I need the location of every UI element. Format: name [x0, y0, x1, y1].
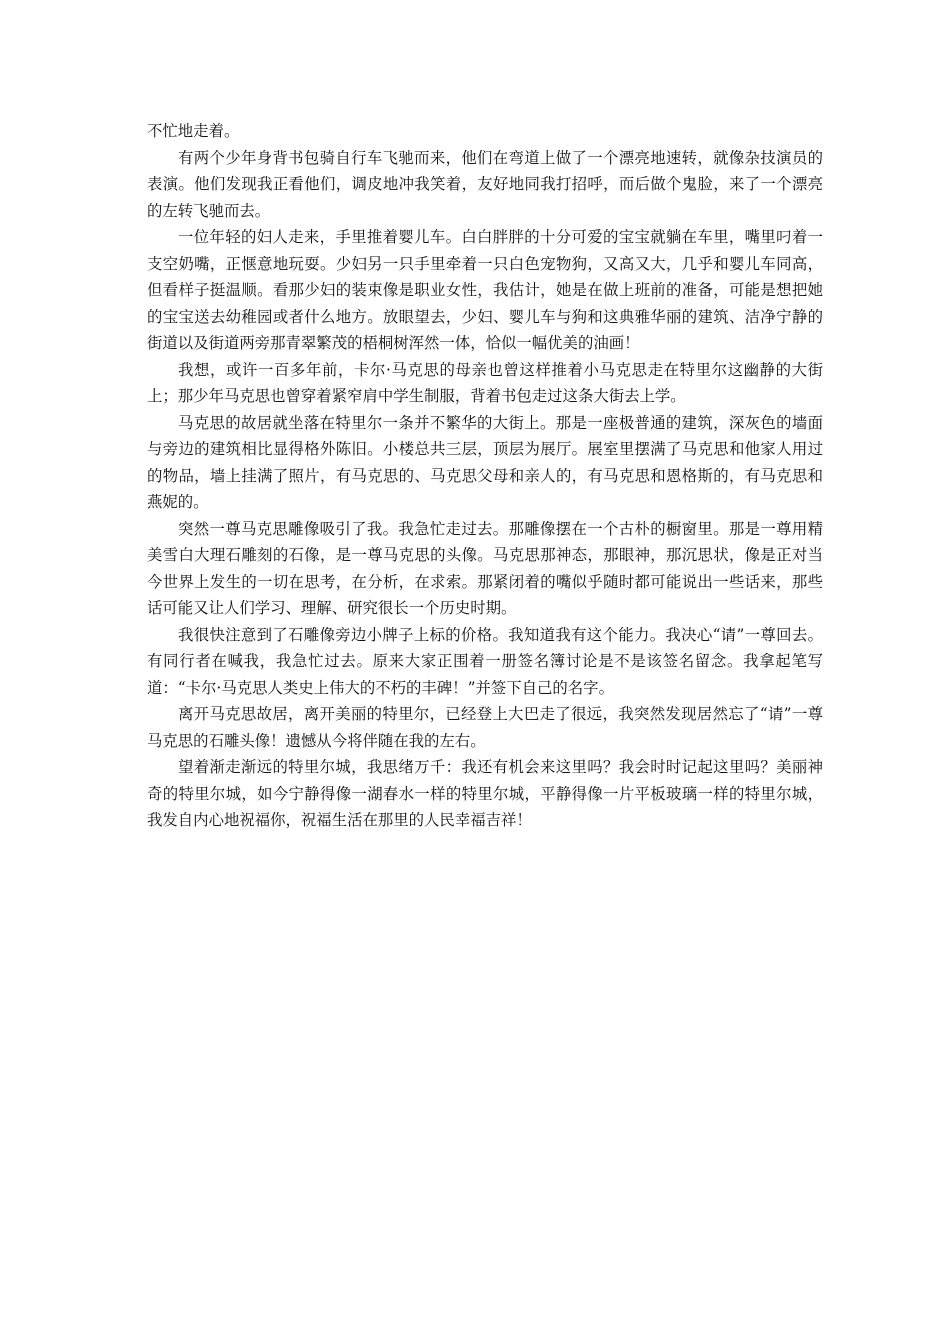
paragraph: 我很快注意到了石雕像旁边小牌子上标的价格。我知道我有这个能力。我决心“请”一尊回去。有同行者在喊我，我急忙过去。原来大家正围着一册签名簿讨论是不是该签名留念。我拿起笔写道：“卡尔·马克思人类史上伟大的不朽的丰碑！”并签下自己的名字。 [147, 625, 823, 697]
paragraph: 马克思的故居就坐落在特里尔一条并不繁华的大街上。那是一座极普通的建筑，深灰色的墙面与旁边的建筑相比显得格外陈旧。小楼总共三层，顶层为展厅。展室里摆满了马克思和他家人用过的物品，墙上挂满了照片，有马克思的、马克思父母和亲人的，有马克思和恩格斯的，有马克思和燕妮的。 [147, 413, 823, 511]
paragraph: 离开马克思故居，离开美丽的特里尔，已经登上大巴走了很远，我突然发现居然忘了“请”一尊马克思的石雕头像！遗憾从今将伴随在我的左右。 [147, 705, 823, 750]
paragraph: 不忙地走着。 [147, 122, 240, 140]
paragraph: 一位年轻的妇人走来，手里推着婴儿车。白白胖胖的十分可爱的宝宝就躺在车里，嘴里叼着一支空奶嘴，正惬意地玩耍。少妇另一只手里牵着一只白色宠物狗，又高又大，几乎和婴儿车同高，但看样子挺温顺。看那少妇的装束像是职业女性，我估计，她是在做上班前的准备，可能是想把她的宝宝送去幼稚园或者什么地方。放眼望去，少妇、婴儿车与狗和这典雅华丽的建筑、洁净宁静的街道以及街道两旁那青翠繁茂的梧桐树浑然一体，恰似一幅优美的油画！ [147, 228, 823, 352]
paragraph: 突然一尊马克思雕像吸引了我。我急忙走过去。那雕像摆在一个古朴的橱窗里。那是一尊用精美雪白大理石雕刻的石像，是一尊马克思的头像。马克思那神态，那眼神，那沉思状，像是正对当今世界上发生的一切在思考，在分析，在求索。那紧闭着的嘴似乎随时都可能说出一些话来，那些话可能又让人们学习、理解、研究很长一个历史时期。 [147, 519, 823, 617]
document-body [147, 118, 823, 834]
paragraph: 望着渐走渐远的特里尔城，我思绪万千：我还有机会来这里吗？我会时时记起这里吗？美丽神奇的特里尔城，如今宁静得像一湖春水一样的特里尔城，平静得像一片平板玻璃一样的特里尔城，我发自内心地祝福你，祝福生活在那里的人民幸福吉祥！ [147, 758, 823, 829]
paragraph: 我想，或许一百多年前，卡尔·马克思的母亲也曾这样推着小马克思走在特里尔这幽静的大街上；那少年马克思也曾穿着紧窄肩中学生制服，背着书包走过这条大街去上学。 [147, 360, 823, 405]
paragraph: 有两个少年身背书包骑自行车飞驰而来，他们在弯道上做了一个漂亮地速转，就像杂技演员的表演。他们发现我正看他们，调皮地冲我笑着，友好地同我打招呼，而后做个鬼脸，来了一个漂亮的左转飞驰而去。 [147, 148, 823, 220]
